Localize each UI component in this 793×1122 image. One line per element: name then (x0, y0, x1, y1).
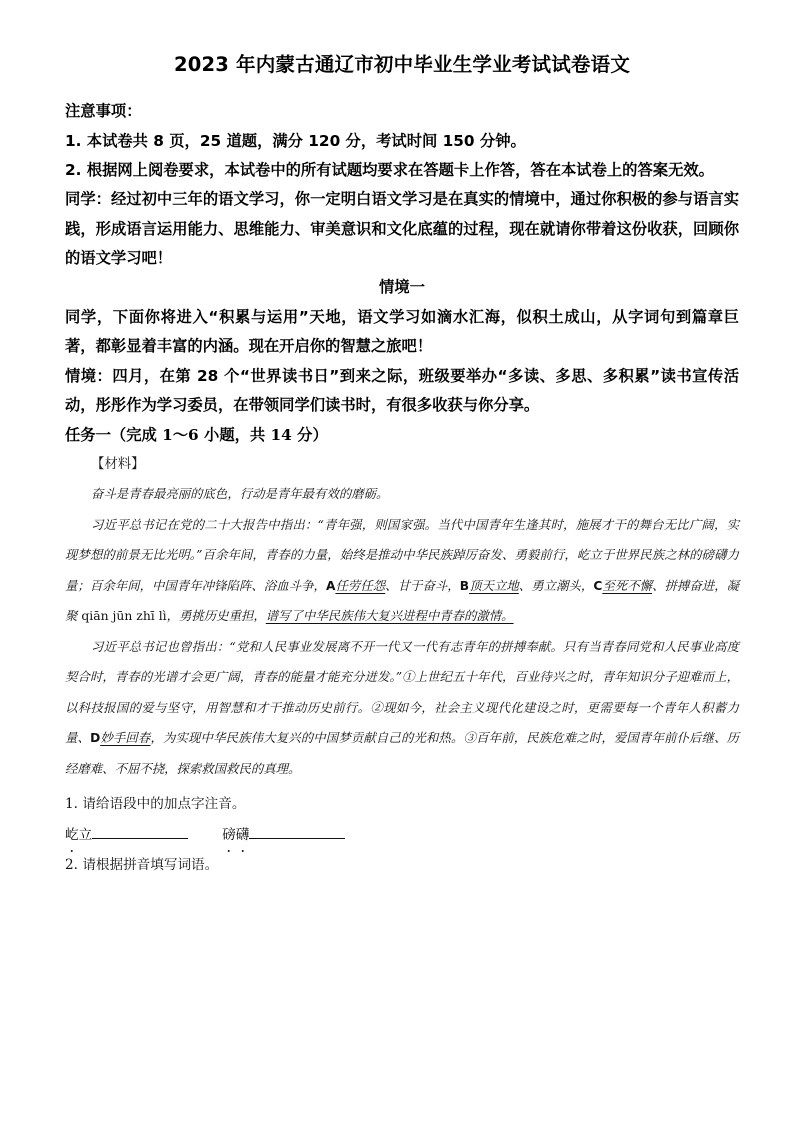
material-p2-seg-b: ，为实现中华民族伟大复兴的中国梦贡献自己的光和热。③百年前，民族危难之时，爱国青年前仆后继、历经磨难、不屈不挠，探索救国救民的真理。 (65, 730, 740, 776)
question-2-text: 请根据拼音填写词语。 (82, 857, 219, 874)
question-1-number: 1. (65, 796, 78, 813)
question-2 (65, 850, 739, 881)
page-title: 2023 年内蒙古通辽市初中毕业生学业考试试卷语文 (173, 53, 631, 76)
option-label-b: B (459, 578, 470, 593)
material-underline-c: 至死不懈 (602, 577, 653, 593)
notice-heading: 注意事项： (65, 102, 142, 121)
notice-item-1: 1. 本试卷共 8 页，25 道题，满分 120 分，考试时间 150 分钟。 (65, 131, 526, 150)
material-underline-a: 任劳任怨 (335, 577, 386, 593)
dotted-char-yi: 屹 (65, 820, 79, 851)
material-paragraph-1 (65, 510, 739, 632)
answer-word-1-tail: 立 (78, 826, 93, 843)
material-label: 【材料】 (91, 456, 145, 472)
material-underline-long: 谱写了中华民族伟大复兴进程中青春的激情。 (265, 608, 514, 624)
material-underline-b: 顶天立地 (469, 577, 519, 593)
material-underline-d: 妙手回春 (100, 730, 151, 746)
greeting-paragraph: 同学：经过初中三年的语文学习，你一定明白语文学习是在真实的情境中，通过你积极的参与语言实践，形成语言运用能力、思维能力、审美意识和文化底蕴的过程，现在就请你带着这份收获，回顾你的语文学习吧！ (65, 190, 739, 268)
material-p1-seg-e: ，勇挑历史重担， (166, 608, 266, 624)
material-p1-seg-a: 习近平总书记在党的二十大报告中指出：“青年强，则国家强。当代中国青年生逢其时，施展才干的舞台无比广阔，实现梦想的前景无比光明。”百余年间，青春的力量，始终是推动中华民族踔厉奋发、勇毅前行，屹立于世界民族之林的磅礴力量；百余年间，中国青年冲锋陷阵、浴血斗争， (65, 516, 739, 593)
notice-item-2: 2. 根据网上阅卷要求，本试卷中的所有试题均要求在答题卡上作答，答在本试卷上的答案无效。 (65, 161, 714, 180)
material-epigraph: 奋斗是青春最亮丽的底色，行动是青年最有效的磨砺。 (91, 486, 389, 501)
material-paragraph-2 (65, 632, 739, 785)
material-p1-seg-d: 、拼搏奋进，凝聚 (65, 577, 740, 624)
option-label-a: A (325, 578, 336, 593)
dotted-char-pang: 磅 (222, 820, 236, 851)
question-2-number: 2. (65, 857, 78, 874)
dotted-char-bo: 礴 (236, 820, 250, 851)
material-p1-seg-c: 、勇立潮头， (518, 577, 594, 593)
question-1-text: 请给语段中的加点字注音。 (82, 796, 246, 813)
material-p2-seg-a: 习近平总书记也曾指出：“党和人民事业发展离不开一代又一代有志青年的拼搏奉献。只有当青春同党和人民事业高度契合时，青春的光谱才会更广阔，青春的能量才能充分迸发。”①上世纪五十年代，百业待兴之时，青年知识分子迎难而上，以科技报国的爱与坚守，用智慧和才干推动历史前行。②现如今，社会主义现代化建设之时，更需要每一个青年人积蓄力量、 (65, 638, 739, 746)
answer-blank-1[interactable] (92, 824, 188, 839)
question-1 (65, 789, 739, 820)
option-label-c: C (593, 578, 603, 593)
option-label-d: D (90, 731, 101, 746)
material-pinyin: qiān jūn zhī lì (81, 608, 167, 624)
answer-blank-2[interactable] (249, 824, 345, 839)
situation-heading: 情境一 (379, 278, 425, 297)
situation-intro: 同学，下面你将进入“积累与运用”天地，语文学习如滴水汇海，似积土成山，从字词句到篇章巨著，都彰显着丰富的内涵。现在开启你的智慧之旅吧！ (65, 307, 739, 356)
material-p1-seg-b: 、甘于奋斗， (385, 577, 460, 593)
situation-detail: 情境：四月，在第 28 个“世界读书日”到来之际，班级要举办“多读、多思、多积累”读书宣传活动，彤彤作为学习委员，在带领同学们读书时，有很多收获与你分享。 (65, 366, 739, 414)
task-heading: 任务一（完成 1～6 小题，共 14 分） (65, 426, 328, 445)
answer-blank-row (65, 820, 739, 851)
